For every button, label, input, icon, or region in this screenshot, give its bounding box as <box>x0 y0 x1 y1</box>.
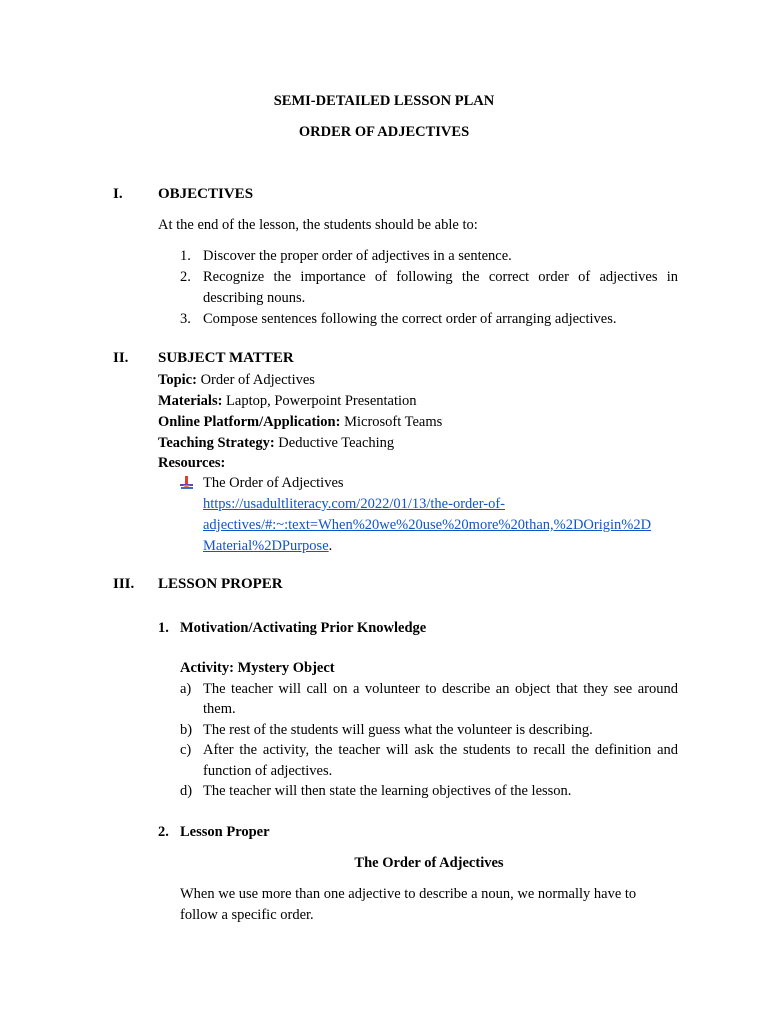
resource-link-period: . <box>328 538 333 554</box>
subsection-heading: Lesson Proper <box>180 824 270 840</box>
list-item-number: 2. <box>180 269 191 285</box>
subsection-number: 2. <box>158 824 169 840</box>
materials-line <box>158 391 417 411</box>
list-item-number: 3. <box>180 311 191 327</box>
materials-label: Materials: <box>158 393 223 409</box>
doc-title: SEMI-DETAILED LESSON PLAN <box>273 93 495 109</box>
list-item-text: Discover the proper order of adjectives in a sentence. <box>203 248 512 264</box>
list-item-text: After the activity, the teacher will ask the students to recall the definition and <box>203 742 678 758</box>
topic-value: Order of Adjectives <box>196 372 315 388</box>
resource-link-line <box>203 536 332 556</box>
platform-value: Microsoft Teams <box>340 414 443 430</box>
section-heading: SUBJECT MATTER <box>158 350 294 366</box>
subsection-heading: Motivation/Activating Prior Knowledge <box>180 620 427 636</box>
list-item-letter: a) <box>180 681 192 697</box>
list-item-text: Recognize the importance of following the correct order of adjectives in <box>203 269 678 285</box>
subsection-number: 1. <box>158 620 169 636</box>
list-item-letter: d) <box>180 783 193 799</box>
materials-value: Laptop, Powerpoint Presentation <box>222 393 417 409</box>
platform-label: Online Platform/Application: <box>158 414 341 430</box>
list-item-text-cont: them. <box>203 701 236 717</box>
resource-link[interactable]: adjectives/#:~:text=When%20we%20use%20more%20than,%2DOrigin%2D <box>203 517 652 533</box>
resource-link[interactable]: https://usadultliteracy.com/2022/01/13/the-order-of- <box>203 496 505 512</box>
section-numeral: II. <box>113 350 129 366</box>
section-heading: OBJECTIVES <box>158 186 254 202</box>
section-heading: LESSON PROPER <box>158 576 283 592</box>
paragraph-line: When we use more than one adjective to describe a noun, we normally have to <box>180 886 637 902</box>
list-item-text: Compose sentences following the correct order of arranging adjectives. <box>203 311 617 327</box>
list-item-letter: c) <box>180 742 192 758</box>
list-item-text-cont: describing nouns. <box>203 290 306 306</box>
resource-title: The Order of Adjectives <box>203 475 344 491</box>
platform-line <box>158 412 442 432</box>
section-numeral: III. <box>113 576 135 592</box>
strategy-value: Deductive Teaching <box>274 435 395 451</box>
objectives-intro: At the end of the lesson, the students should be able to: <box>158 217 478 233</box>
strategy-line <box>158 433 394 453</box>
list-item-text: The teacher will call on a volunteer to describe an object that they see around <box>203 681 678 697</box>
lesson-heading: The Order of Adjectives <box>354 855 504 871</box>
arrow-bullet-icon <box>180 476 194 490</box>
list-item-number: 1. <box>180 248 191 264</box>
list-item-letter: b) <box>180 722 193 738</box>
topic-line <box>158 370 315 390</box>
resources-label: Resources: <box>158 455 226 471</box>
doc-subtitle: ORDER OF ADJECTIVES <box>298 124 470 140</box>
resource-link[interactable]: Material%2DPurpose <box>203 538 329 554</box>
list-item-text: The rest of the students will guess what the volunteer is describing. <box>203 722 593 738</box>
strategy-label: Teaching Strategy: <box>158 435 275 451</box>
activity-heading: Activity: Mystery Object <box>180 660 335 676</box>
paragraph-line: follow a specific order. <box>180 907 314 923</box>
list-item-text-cont: function of adjectives. <box>203 763 333 779</box>
list-item-text: The teacher will then state the learning objectives of the lesson. <box>203 783 572 799</box>
topic-label: Topic: <box>158 372 197 388</box>
section-numeral: I. <box>113 186 123 202</box>
